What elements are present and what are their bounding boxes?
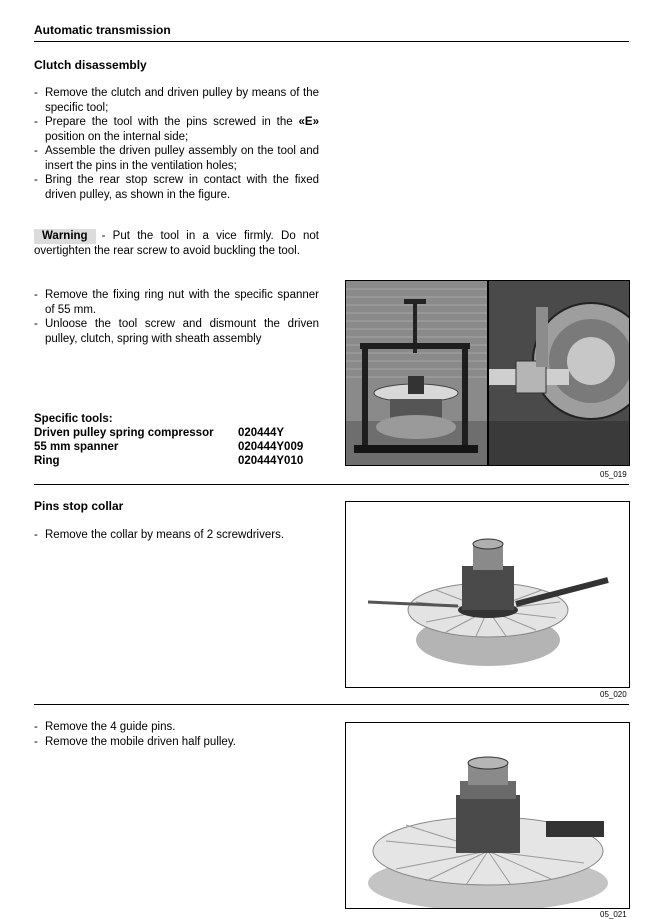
list-item: - Remove the 4 guide pins. bbox=[34, 720, 319, 735]
header-rule bbox=[34, 41, 629, 42]
pins-steps-list bbox=[34, 528, 319, 543]
list-item: - Remove the collar by means of 2 screwdrivers. bbox=[34, 528, 319, 543]
list-item: - Remove the fixing ring nut with the specific spanner of 55 mm. bbox=[34, 288, 319, 317]
warning-note bbox=[34, 229, 319, 259]
list-item: - Remove the mobile driven half pulley. bbox=[34, 735, 319, 750]
list-item: - Remove the clutch and driven pulley by means of the specific tool; bbox=[34, 86, 319, 115]
guide-steps-list bbox=[34, 720, 319, 749]
figure-05-020 bbox=[345, 501, 630, 688]
tool-row: Ring 020444Y010 bbox=[34, 455, 304, 467]
position-mark: «E» bbox=[298, 116, 319, 128]
list-item: - Bring the rear stop screw in contact with the fixed driven pulley, as shown in the figure. bbox=[34, 173, 319, 202]
clutch-steps-list-b bbox=[34, 288, 319, 346]
list-item: - Assemble the driven pulley assembly on the tool and insert the pins in the ventilation holes; bbox=[34, 144, 319, 173]
section-title-pins: Pins stop collar bbox=[34, 499, 124, 513]
section-rule bbox=[34, 704, 629, 705]
section-rule bbox=[34, 484, 629, 485]
warning-badge: Warning bbox=[34, 229, 96, 244]
figure-05-019 bbox=[345, 280, 630, 466]
figure-code: 05_019 bbox=[600, 470, 627, 479]
list-item: - Prepare the tool with the pins screwed in the «E» position on the internal side; bbox=[34, 115, 319, 144]
specific-tools bbox=[34, 412, 303, 468]
list-item: - Unloose the tool screw and dismount the driven pulley, clutch, spring with sheath assembly bbox=[34, 317, 319, 346]
tool-row: 55 mm spanner 020444Y009 bbox=[34, 441, 304, 453]
collar-photo bbox=[346, 502, 629, 687]
section-title-clutch: Clutch disassembly bbox=[34, 58, 147, 72]
tools-title: Specific tools: bbox=[34, 413, 113, 425]
warning-text: - Put the tool in a vice firmly. Do not overtighten the rear screw to avoid buckling the tool. bbox=[34, 230, 319, 257]
page-header-title: Automatic transmission bbox=[34, 23, 171, 37]
figure-code: 05_020 bbox=[600, 690, 627, 699]
half-pulley-photo bbox=[346, 723, 629, 908]
tool-photo-pair bbox=[346, 281, 629, 465]
figure-05-021 bbox=[345, 722, 630, 909]
figure-code: 05_021 bbox=[600, 910, 627, 919]
clutch-steps-list bbox=[34, 86, 319, 202]
tool-row: Driven pulley spring compressor 020444Y bbox=[34, 427, 285, 439]
